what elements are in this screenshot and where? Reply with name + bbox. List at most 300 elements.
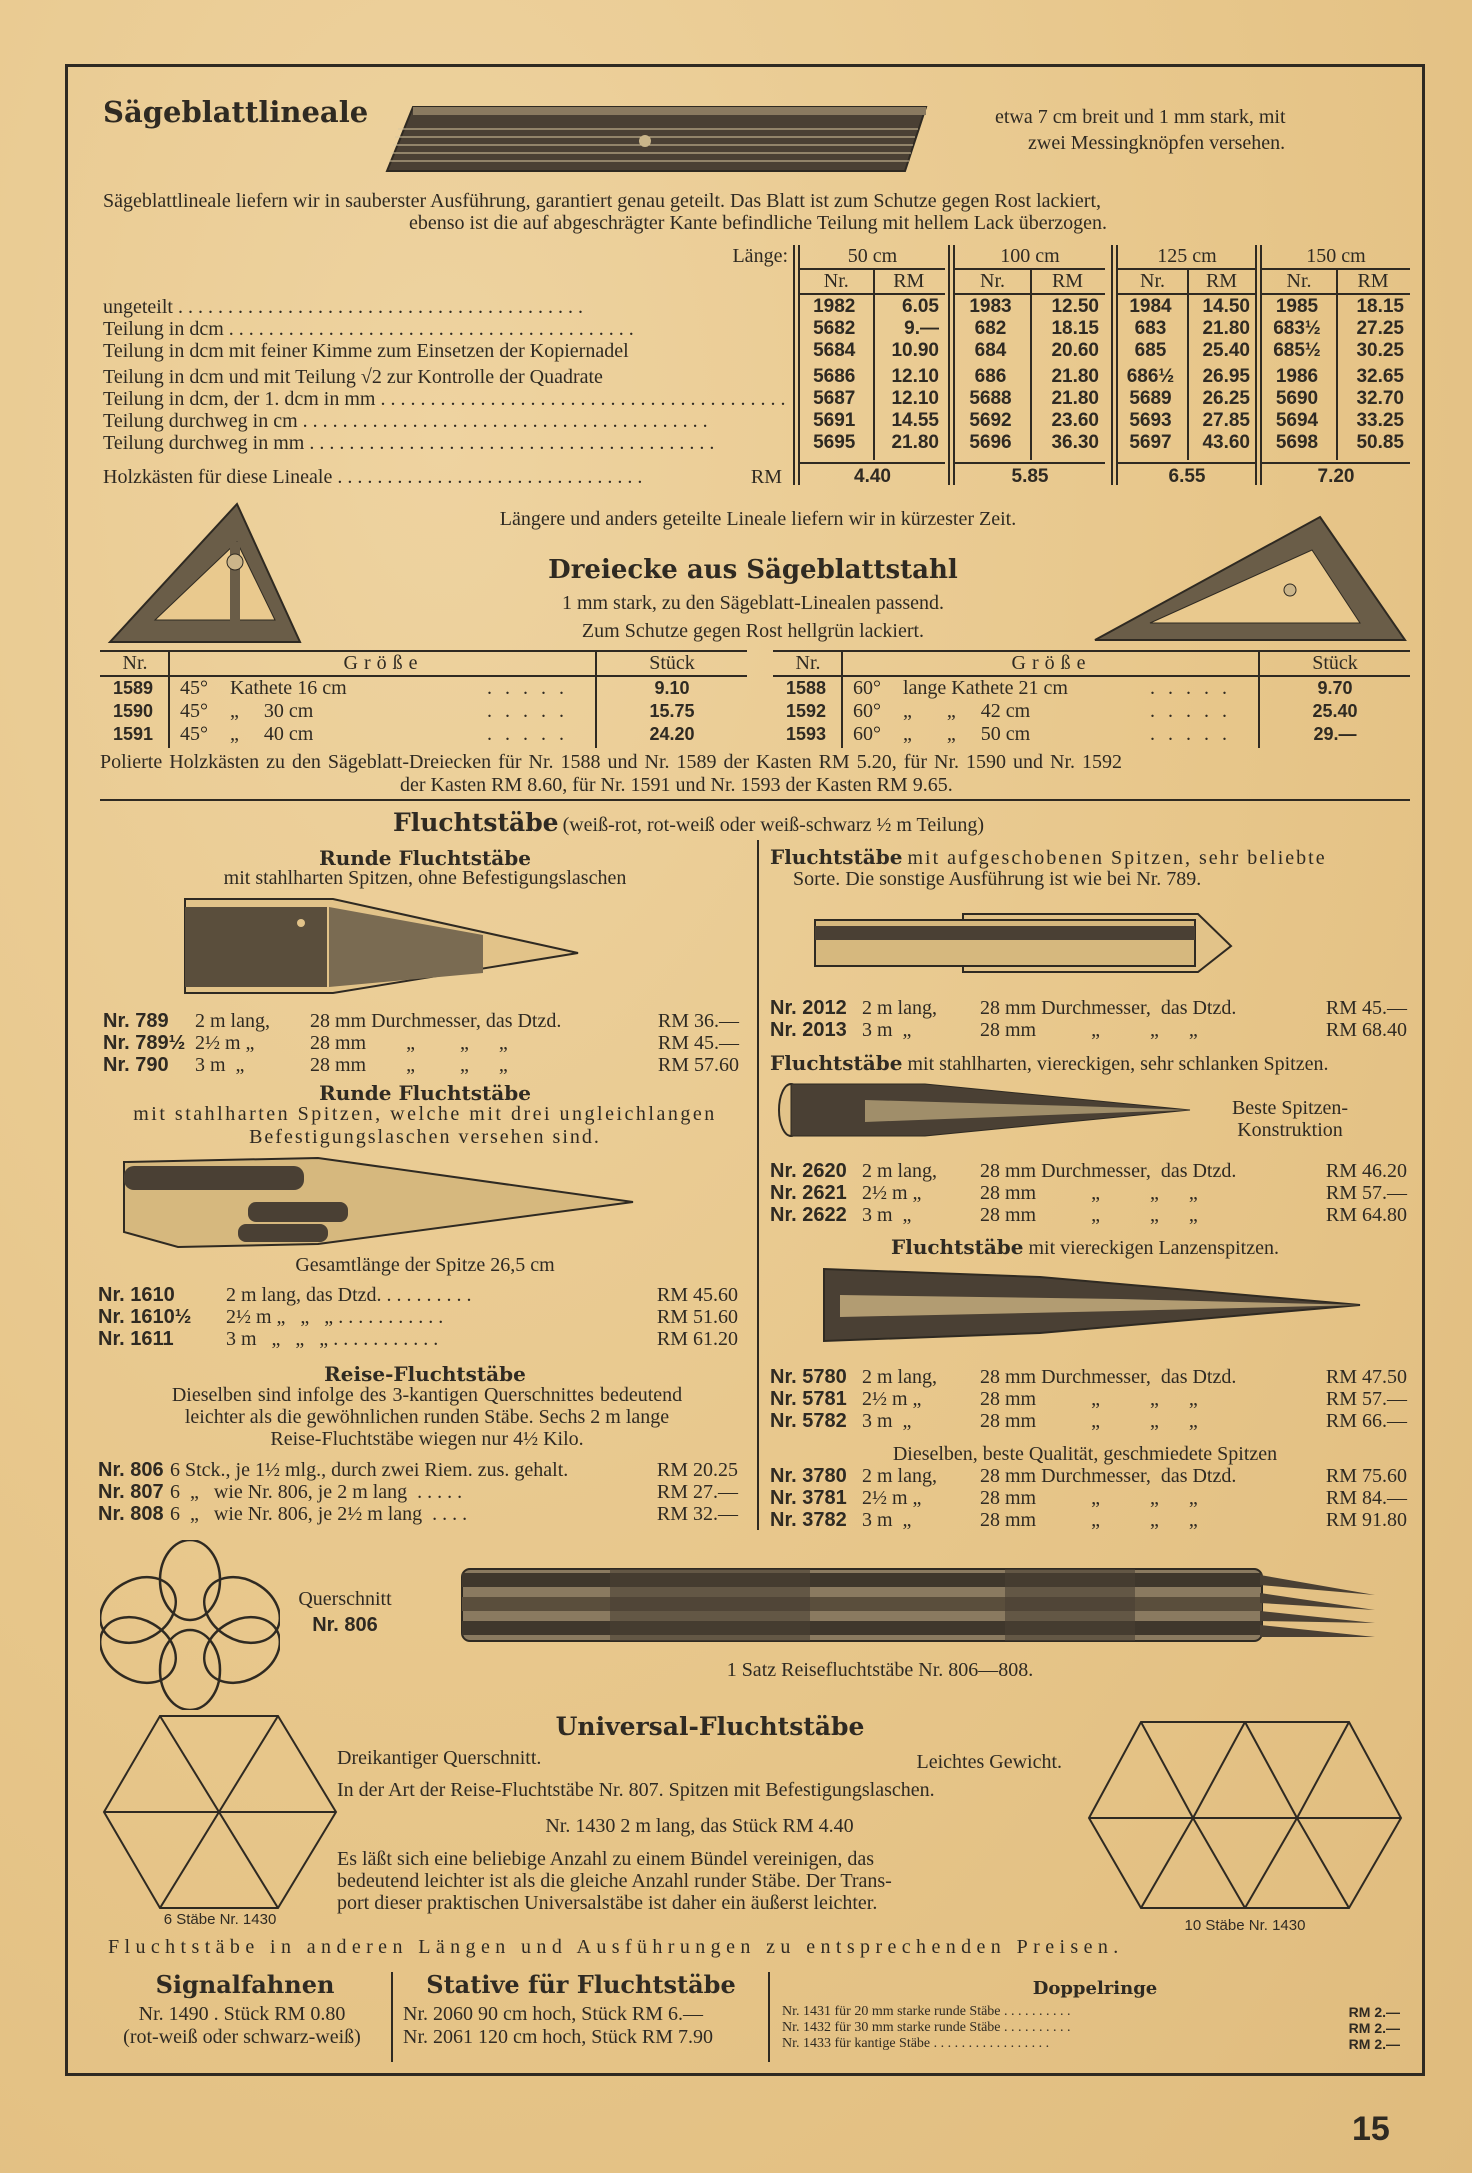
querschnitt-label: Querschnitt [298, 1588, 392, 1610]
table-rule [800, 293, 945, 295]
lanzen-text: mit viereckigen Lanzenspitzen. [1028, 1237, 1279, 1259]
tri-dots: . . . . . [487, 700, 568, 722]
holz-rm: RM [750, 466, 782, 488]
price-row [770, 1410, 1407, 1432]
row-nr: Nr. 789 [103, 1010, 169, 1032]
row-dia: 28 mm „ „ „ [980, 1182, 1198, 1204]
cap-right: 10 Stäbe Nr. 1430 [1184, 1917, 1306, 1934]
row-nr: Nr. 1610½ [98, 1306, 192, 1328]
row-nr: Nr. 808 [98, 1503, 164, 1525]
table-divider [948, 245, 950, 485]
cell-nr: 686½ [1126, 366, 1175, 387]
cell-nr: 5692 [969, 410, 1012, 431]
table-rule [1118, 293, 1256, 295]
ruler-row-label: Teilung durchweg in cm . . . . . . . . . . . . . . . . . . . . . . . . . . . . . . . . . . . . . . . . . [103, 410, 708, 432]
ruler-row-label: Teilung in dcm und mit Teilung √2 zur Kontrolle der Quadrate [103, 366, 603, 388]
price-row [98, 1328, 738, 1350]
table-rule [1262, 462, 1410, 464]
row-price: RM 27.— [656, 1481, 738, 1503]
cell-rm: 26.25 [1202, 388, 1250, 409]
universal-footer-line: Fluchtstäbe in anderen Längen und Ausführungen zu entsprechenden Preisen. [108, 1936, 1124, 1958]
tri-desc: Kathete 16 cm [230, 677, 347, 699]
price-row [770, 1160, 1407, 1182]
cell-rm: 12.50 [1051, 296, 1099, 317]
row-nr: Nr. 807 [98, 1481, 164, 1503]
price-row [98, 1284, 738, 1306]
row-nr: Nr. 2012 [770, 997, 847, 1019]
price-row [770, 1182, 1407, 1204]
row-desc: 6 Stck., je 1½ mlg., durch zwei Riem. zus. gehalt. [170, 1459, 569, 1481]
ring-price: RM 2.— [1348, 2004, 1400, 2020]
cell-nr: 5687 [813, 388, 856, 409]
ruler-row-label: ungeteilt . . . . . . . . . . . . . . . . . . . . . . . . . . . . . . . . . . . . . . . . . [103, 296, 583, 318]
cell-rm: 21.80 [1202, 318, 1250, 339]
holz-price: 5.85 [1011, 466, 1049, 487]
tri-angle: 60° [853, 700, 881, 722]
cell-rm: 27.85 [1202, 410, 1250, 431]
runde2-sub2: Befestigungslaschen versehen sind. [249, 1126, 601, 1148]
dreiecke-kasten-2: der Kasten RM 8.60, für Nr. 1591 und Nr. 1593 der Kasten RM 9.65. [400, 774, 953, 796]
length-header: 100 cm [1000, 245, 1060, 267]
flucht-title-note: (weiß-rot, rot-weiß oder weiß-schwarz ½ m Teilung) [562, 814, 985, 836]
price-row [98, 1306, 738, 1328]
row-dia: 28 mm „ „ „ [980, 1019, 1198, 1041]
price-row [770, 1388, 1407, 1410]
ruler-row-label: Teilung in dcm mit feiner Kimme zum Einsetzen der Kopiernadel [103, 340, 629, 362]
cell-rm: 33.25 [1356, 410, 1404, 431]
row-len: 2½ m „ [862, 1182, 922, 1204]
page-number: 15 [1352, 2110, 1390, 2148]
cell-rm: 12.10 [891, 366, 939, 387]
tri-dots: . . . . . [487, 723, 568, 745]
length-header: 50 cm [847, 245, 898, 267]
sleeve-stake-illustration [813, 910, 1233, 975]
row-nr: Nr. 3782 [770, 1509, 847, 1531]
lanzen-line [760, 1236, 1410, 1259]
runde1-sub: mit stahlharten Spitzen, ohne Befestigungslaschen [223, 867, 627, 889]
row-price: RM 66.— [1325, 1410, 1407, 1432]
cell-rm: 30.25 [1356, 340, 1404, 361]
ring-price: RM 2.— [1348, 2036, 1400, 2052]
cap-left: 6 Stäbe Nr. 1430 [163, 1911, 277, 1928]
saegeblatt-intro-2: ebenso ist die auf abgeschrägter Kante befindliche Teilung mit hellem Lack überzogen. [409, 212, 1107, 234]
square-tip-stake-illustration [775, 1080, 1195, 1142]
cell-nr: 5695 [813, 432, 856, 453]
cell-rm: 32.65 [1356, 366, 1404, 387]
row-desc: 6 „ wie Nr. 806, je 2 m lang . . . . . [170, 1481, 463, 1503]
col-nr: Nr. [122, 652, 148, 674]
divider [100, 799, 1410, 801]
row-nr: Nr. 790 [103, 1054, 169, 1076]
cell-nr: 683 [1134, 318, 1167, 339]
stative-line-2: Nr. 2061 120 cm hoch, Stück RM 7.90 [403, 2026, 713, 2048]
price-row [770, 997, 1407, 1019]
universal-right-note: Leichtes Gewicht. [916, 1751, 1062, 1773]
cell-rm: 18.15 [1051, 318, 1099, 339]
row-price: RM 84.— [1325, 1487, 1407, 1509]
col-groesse: Größe [343, 652, 424, 674]
cell-rm: 50.85 [1356, 432, 1404, 453]
tri-dots: . . . . . [487, 677, 568, 699]
cell-nr: 5697 [1129, 432, 1172, 453]
holz-price: 7.20 [1317, 466, 1355, 487]
cell-rm: 23.60 [1051, 410, 1099, 431]
satz-caption: 1 Satz Reisefluchtstäbe Nr. 806—808. [726, 1659, 1034, 1681]
cell-rm: 10.90 [891, 340, 939, 361]
row-nr: Nr. 1611 [98, 1328, 174, 1350]
cell-nr: 5698 [1275, 432, 1319, 453]
stative-line-1: Nr. 2060 90 cm hoch, Stück RM 6.— [403, 2003, 703, 2025]
cell-nr: 1983 [969, 296, 1012, 317]
cell-rm: 14.55 [891, 410, 939, 431]
row-desc: 2½ m „ „ „ . . . . . . . . . . . [226, 1306, 444, 1328]
ruler-row-label: Teilung in dcm, der 1. dcm in mm . . . . . . . . . . . . . . . . . . . . . . . . . . . . . . . . . . . . . . . . . [103, 388, 786, 410]
row-len: 2½ m „ [862, 1388, 922, 1410]
saegeblatt-desc-2: zwei Messingknöpfen versehen. [1028, 132, 1286, 154]
price-row [103, 1032, 739, 1054]
ruler-row-label: Teilung durchweg in mm . . . . . . . . . . . . . . . . . . . . . . . . . . . . . . . . . . . . . . . . . [103, 432, 715, 454]
cell-nr: 5693 [1129, 410, 1172, 431]
cell-rm: 14.50 [1202, 296, 1250, 317]
dreiecke-sub1: 1 mm stark, zu den Sägeblatt-Linealen passend. [561, 592, 945, 614]
row-len: 3 m „ [862, 1204, 912, 1226]
row-len: 2½ m „ [862, 1487, 922, 1509]
row-nr: Nr. 2622 [770, 1204, 847, 1226]
row-nr: Nr. 3781 [770, 1487, 847, 1509]
row-price: RM 57.60 [657, 1054, 739, 1076]
price-row [770, 1487, 1407, 1509]
tri-price: 15.75 [649, 701, 695, 721]
row-nr: Nr. 2013 [770, 1019, 847, 1041]
holz-price: 6.55 [1168, 466, 1206, 487]
cell-nr: 5682 [813, 318, 856, 339]
cell-nr: 683½ [1273, 318, 1321, 339]
row-dia: 28 mm „ „ „ [310, 1032, 508, 1054]
table-rule [800, 462, 945, 464]
row-dia: 28 mm Durchmesser, das Dtzd. [980, 1160, 1237, 1182]
runde2-sub1: mit stahlharten Spitzen, welche mit drei ungleichlangen [133, 1103, 717, 1125]
price-row [770, 1509, 1407, 1531]
col-stueck: Stück [1312, 652, 1358, 674]
tri-nr: 1588 [785, 678, 827, 698]
row-dia: 28 mm „ „ „ [980, 1410, 1198, 1432]
runde1-title: Runde Fluchtstäbe [319, 846, 531, 870]
holz-price: 4.40 [854, 466, 891, 487]
vier-text: mit stahlharten, viereckigen, sehr schlanken Spitzen. [907, 1053, 1329, 1075]
row-dia: 28 mm „ „ „ [310, 1054, 508, 1076]
tri-dots: . . . . . [1150, 700, 1231, 722]
saegeblatt-title: Sägeblattlineale [103, 95, 369, 129]
tri-nr: 1589 [112, 678, 154, 698]
tri-angle: 45° [180, 700, 208, 722]
table-divider [1111, 245, 1113, 485]
flucht-title: Fluchtstäbe [393, 808, 559, 837]
row-dia: 28 mm „ „ „ [980, 1204, 1198, 1226]
cell-rm: 27.25 [1356, 318, 1404, 339]
row-price: RM 45.60 [656, 1284, 738, 1306]
price-row [770, 1366, 1407, 1388]
price-row [98, 1503, 738, 1525]
table-divider [168, 652, 170, 748]
cell-rm: 36.30 [1051, 432, 1099, 453]
vier-title: Fluchtstäbe [770, 1051, 903, 1075]
aufg-text1: mit aufgeschobenen Spitzen, sehr beliebte [907, 847, 1327, 869]
row-len: 3 m „ [862, 1410, 912, 1432]
row-desc: 2 m lang, das Dtzd. . . . . . . . . . [226, 1284, 472, 1306]
gesamtlaenge: Gesamtlänge der Spitze 26,5 cm [295, 1254, 555, 1276]
tri-price: 25.40 [1312, 701, 1358, 721]
row-len: 3 m „ [195, 1054, 245, 1076]
tri-nr: 1590 [112, 701, 154, 721]
tri-desc: lange Kathete 21 cm [903, 677, 1068, 699]
cell-rm: 20.60 [1051, 340, 1099, 361]
cell-rm: 43.60 [1202, 432, 1250, 453]
ring-desc: Nr. 1431 für 20 mm starke runde Stäbe . . . . . . . . . . [782, 2004, 1071, 2019]
ruler-row-label: Teilung in dcm . . . . . . . . . . . . . . . . . . . . . . . . . . . . . . . . . . . . . . . . . [103, 318, 634, 340]
cell-nr: 5690 [1275, 388, 1319, 409]
cell-rm: 25.40 [1202, 340, 1250, 361]
cell-nr: 1984 [1129, 296, 1172, 317]
reise-title: Reise-Fluchtstäbe [324, 1362, 526, 1386]
travel-stake-bundle-illustration [460, 1565, 1380, 1645]
cell-nr: 5689 [1129, 388, 1172, 409]
col-rm-header: RM [1357, 270, 1389, 292]
querschnitt-nr: Nr. 806 [312, 1614, 378, 1636]
row-len: 2 m lang, [195, 1010, 270, 1032]
price-row [103, 1010, 739, 1032]
cell-nr: 5686 [813, 366, 856, 387]
cell-rm: 6.05 [902, 296, 939, 317]
price-row [98, 1459, 738, 1481]
tri-desc: „ 40 cm [230, 723, 314, 745]
reise-text-2: leichter als die gewöhnlichen runden Stäbe. Sechs 2 m lange [184, 1406, 670, 1428]
saegeblatt-desc-1: etwa 7 cm breit und 1 mm stark, mit [995, 106, 1286, 128]
cell-nr: 5694 [1275, 410, 1319, 431]
cell-nr: 685 [1134, 340, 1167, 361]
row-nr: Nr. 2620 [770, 1160, 847, 1182]
cell-rm: 12.10 [891, 388, 939, 409]
tri-angle: 45° [180, 723, 208, 745]
row-dia: 28 mm Durchmesser, das Dtzd. [980, 1366, 1237, 1388]
cell-rm: 9.— [904, 318, 939, 339]
cell-rm: 32.70 [1356, 388, 1404, 409]
cell-nr: 684 [974, 340, 1007, 361]
row-len: 2½ m „ [195, 1032, 255, 1054]
row-dia: 28 mm „ „ „ [980, 1487, 1198, 1509]
col-rm-header: RM [1205, 270, 1238, 292]
row-price: RM 91.80 [1325, 1509, 1407, 1531]
ring-desc: Nr. 1432 für 30 mm starke runde Stäbe . . . . . . . . . . [782, 2020, 1071, 2035]
universal-art: In der Art der Reise-Fluchtstäbe Nr. 807. Spitzen mit Befestigungslaschen. [337, 1779, 935, 1801]
row-nr: Nr. 789½ [103, 1032, 186, 1054]
stative-title: Stative für Fluchtstäbe [426, 1970, 736, 1999]
col-stueck: Stück [649, 652, 695, 674]
col-nr-header: Nr. [823, 270, 849, 292]
signal-title: Signalfahnen [155, 1970, 335, 1999]
tri-price: 9.10 [654, 678, 690, 698]
cell-nr: 5696 [969, 432, 1012, 453]
lance-stake-illustration [820, 1265, 1365, 1345]
row-price: RM 32.— [656, 1503, 738, 1525]
holz-label: Holzkästen für diese Lineale . . . . . . . . . . . . . . . . . . . . . . . . . . . . . . . [103, 466, 643, 488]
universal-text-1: Es läßt sich eine beliebige Anzahl zu einem Bündel vereinigen, das [337, 1848, 875, 1870]
cell-nr: 685½ [1273, 340, 1321, 361]
col-nr-header: Nr. [1286, 270, 1312, 292]
row-price: RM 75.60 [1325, 1465, 1407, 1487]
triangle-45-illustration [105, 502, 305, 647]
row-dia: 28 mm Durchmesser, das Dtzd. [310, 1010, 562, 1032]
row-price: RM 61.20 [656, 1328, 738, 1350]
row-price: RM 45.— [1325, 997, 1407, 1019]
universal-text-3: port dieser praktischen Universalstäbe ist daher ein äußerst leichter. [337, 1892, 878, 1914]
row-price: RM 20.25 [656, 1459, 738, 1481]
col-nr-header: Nr. [1140, 270, 1165, 292]
row-price: RM 45.— [657, 1032, 739, 1054]
cell-rm: 21.80 [1051, 366, 1099, 387]
tri-nr: 1592 [785, 701, 827, 721]
signal-line-1: Nr. 1490 . Stück RM 0.80 [138, 2003, 346, 2025]
price-row [103, 1054, 739, 1076]
row-nr: Nr. 1610 [98, 1284, 175, 1306]
vier-line [770, 1052, 1328, 1075]
row-dia: 28 mm Durchmesser, das Dtzd. [980, 1465, 1237, 1487]
universal-title: Universal-Fluchtstäbe [555, 1712, 865, 1741]
signal-line-2: (rot-weiß oder schwarz-weiß) [123, 2026, 361, 2048]
dreiecke-kasten-1: Polierte Holzkästen zu den Sägeblatt-Dreiecken für Nr. 1588 und Nr. 1589 der Kasten RM 5.20, für Nr. 1590 und Nr. 1592 [100, 751, 1123, 773]
round-stake-illustration [183, 895, 583, 995]
cell-rm: 21.80 [1051, 388, 1099, 409]
row-len: 2 m lang, [862, 1366, 937, 1388]
price-row [98, 1481, 738, 1503]
cell-nr: 5691 [813, 410, 856, 431]
geschmiedet: Dieselben, beste Qualität, geschmiedete Spitzen [892, 1443, 1278, 1465]
ruler-illustration [383, 103, 928, 175]
tri-desc: „ „ 42 cm [903, 700, 1031, 722]
col-rm-header: RM [1051, 270, 1084, 292]
table-rule [1262, 293, 1410, 295]
row-price: RM 51.60 [656, 1306, 738, 1328]
tri-angle: 45° [180, 677, 208, 699]
six-stakes-hexagon-icon [100, 1712, 340, 1912]
runde2-title: Runde Fluchtstäbe [319, 1081, 531, 1105]
tri-desc: „ „ 50 cm [903, 723, 1031, 745]
laenge-label: Länge: [732, 245, 788, 267]
row-price: RM 64.80 [1325, 1204, 1407, 1226]
cell-nr: 686 [974, 366, 1007, 387]
tri-price: 29.— [1313, 724, 1357, 744]
row-price: RM 47.50 [1325, 1366, 1407, 1388]
row-len: 2 m lang, [862, 997, 937, 1019]
table-divider [793, 245, 795, 485]
tri-angle: 60° [853, 677, 881, 699]
row-dia: 28 mm „ „ „ [980, 1388, 1198, 1410]
row-len: 3 m „ [862, 1509, 912, 1531]
cell-rm: 26.95 [1202, 366, 1250, 387]
universal-text-2: bedeutend leichter ist als die gleiche Anzahl runder Stäbe. Der Trans- [337, 1870, 892, 1892]
beste-1: Beste Spitzen- [1231, 1097, 1349, 1119]
universal-left-note: Dreikantiger Querschnitt. [337, 1747, 542, 1769]
tri-price: 24.20 [649, 724, 695, 744]
row-nr: Nr. 5781 [770, 1388, 847, 1410]
table-divider [841, 652, 843, 748]
ten-stakes-hexagon-icon [1085, 1718, 1405, 1913]
cell-nr: 1985 [1275, 296, 1319, 317]
saegeblatt-intro-1: Sägeblattlineale liefern wir in sauberster Ausführung, garantiert genau geteilt. Das Blatt ist zum Schutze gegen Rost lackiert, [103, 190, 1102, 212]
length-header: 125 cm [1157, 245, 1217, 267]
lanzen-title: Fluchtstäbe [891, 1235, 1024, 1259]
row-nr: Nr. 806 [98, 1459, 164, 1481]
row-price: RM 68.40 [1325, 1019, 1407, 1041]
tri-price: 9.70 [1317, 678, 1353, 698]
row-price: RM 57.— [1325, 1182, 1407, 1204]
col-groesse: Größe [1011, 652, 1092, 674]
row-nr: Nr. 2621 [770, 1182, 847, 1204]
cell-nr: 5684 [813, 340, 856, 361]
dreiecke-sub2: Zum Schutze gegen Rost hellgrün lackiert. [581, 620, 925, 642]
lashed-stake-illustration [118, 1152, 638, 1252]
row-nr: Nr. 5782 [770, 1410, 847, 1432]
cell-rm: 21.80 [891, 432, 939, 453]
cell-nr: 1986 [1275, 366, 1319, 387]
row-len: 2 m lang, [862, 1465, 937, 1487]
table-rule [955, 462, 1105, 464]
price-row [770, 1204, 1407, 1226]
beste-2: Konstruktion [1237, 1119, 1343, 1141]
doppelringe-title: Doppelringe [1032, 1978, 1158, 1999]
tri-dots: . . . . . [1150, 677, 1231, 699]
row-desc: 6 „ wie Nr. 806, je 2½ m lang . . . . [170, 1503, 468, 1525]
ring-price: RM 2.— [1348, 2020, 1400, 2036]
tri-desc: „ 30 cm [230, 700, 314, 722]
row-price: RM 36.— [657, 1010, 739, 1032]
length-header: 150 cm [1306, 245, 1366, 267]
col-nr-header: Nr. [980, 270, 1005, 292]
universal-price: Nr. 1430 2 m lang, das Stück RM 4.40 [545, 1815, 854, 1837]
cell-nr: 1982 [813, 296, 856, 317]
row-dia: 28 mm Durchmesser, das Dtzd. [980, 997, 1237, 1019]
tri-nr: 1591 [112, 724, 154, 744]
reise-text-1: Dieselben sind infolge des 3-kantigen Querschnittes bedeutend [171, 1384, 683, 1406]
row-nr: Nr. 3780 [770, 1465, 847, 1487]
lineale-note: Längere und anders geteilte Lineale liefern wir in kürzester Zeit. [499, 508, 1017, 530]
cell-nr: 682 [974, 318, 1007, 339]
row-price: RM 46.20 [1325, 1160, 1407, 1182]
row-nr: Nr. 5780 [770, 1366, 847, 1388]
col-nr: Nr. [795, 652, 821, 674]
cell-nr: 5688 [969, 388, 1012, 409]
col-rm-header: RM [893, 270, 925, 292]
row-dia: 28 mm „ „ „ [980, 1509, 1198, 1531]
cross-section-806-icon [100, 1540, 280, 1710]
aufg-line-1 [770, 846, 1410, 869]
price-row [770, 1019, 1407, 1041]
reise-text-3: Reise-Fluchtstäbe wiegen nur 4½ Kilo. [270, 1428, 584, 1450]
flucht-heading [393, 808, 984, 837]
cell-rm: 18.15 [1356, 296, 1404, 317]
triangle-60-illustration [1090, 515, 1410, 645]
table-rule [1118, 462, 1256, 464]
tri-dots: . . . . . [1150, 723, 1231, 745]
aufg-text2: Sorte. Die sonstige Ausführung ist wie bei Nr. 789. [793, 868, 1202, 890]
table-rule [955, 293, 1105, 295]
row-len: 3 m „ [862, 1019, 912, 1041]
dreiecke-title: Dreiecke aus Sägeblattstahl [548, 555, 958, 585]
ring-desc: Nr. 1433 für kantige Stäbe . . . . . . . . . . . . . . . . . [782, 2036, 1050, 2051]
price-row [770, 1465, 1407, 1487]
tri-nr: 1593 [785, 724, 827, 744]
row-price: RM 57.— [1325, 1388, 1407, 1410]
aufg-title: Fluchtstäbe [770, 845, 903, 869]
